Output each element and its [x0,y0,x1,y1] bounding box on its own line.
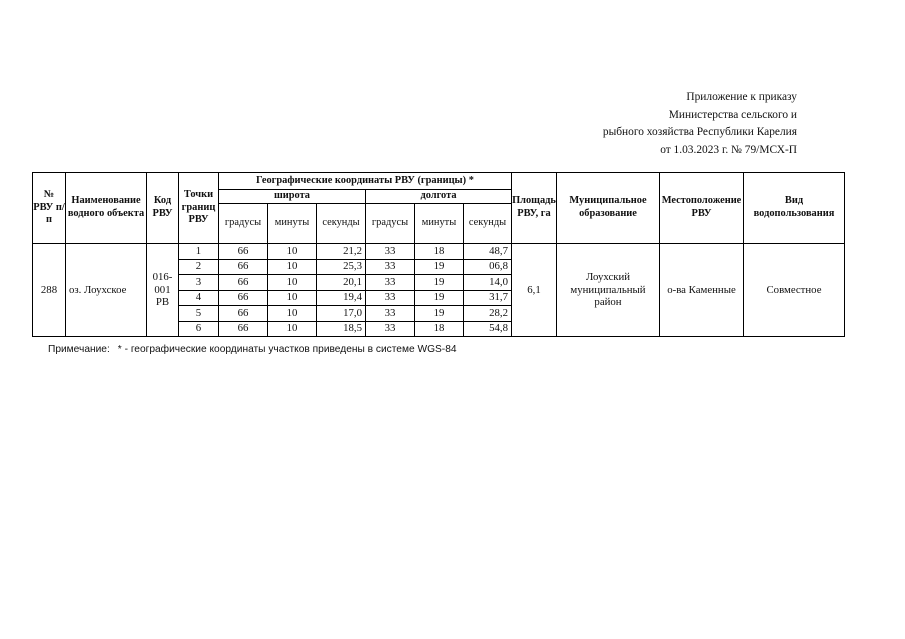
annex-line-4: от 1.03.2023 г. № 79/МСХ-П [660,143,797,156]
lon-minutes: 18 [415,321,464,337]
lon-minutes: 19 [415,306,464,322]
lon-degrees: 33 [366,259,415,275]
lon-seconds: 31,7 [464,290,512,306]
point-number: 2 [179,259,219,275]
lon-seconds: 28,2 [464,306,512,322]
lon-degrees: 33 [366,321,415,337]
lat-seconds: 18,5 [317,321,366,337]
lat-degrees: 66 [219,259,268,275]
lon-seconds: 14,0 [464,275,512,291]
lat-minutes: 10 [268,259,317,275]
record-municipality: Лоухский муниципальный район [557,244,660,337]
lat-seconds: 20,1 [317,275,366,291]
lat-degrees: 66 [219,275,268,291]
lat-degrees: 66 [219,306,268,322]
lon-degrees: 33 [366,244,415,260]
point-number: 3 [179,275,219,291]
record-area: 6,1 [512,244,557,337]
record-usage: Совместное [744,244,845,337]
point-number: 1 [179,244,219,260]
lon-minutes: 19 [415,259,464,275]
point-number: 4 [179,290,219,306]
lon-seconds: 48,7 [464,244,512,260]
header-longitude: долгота [366,190,512,204]
record-code: 016-001 РВ [147,244,179,337]
header-num: № РВУ п/п [33,173,66,244]
lat-seconds: 17,0 [317,306,366,322]
point-number: 5 [179,306,219,322]
lat-seconds: 19,4 [317,290,366,306]
lon-minutes: 19 [415,290,464,306]
header-coordinates: Географические координаты РВУ (границы) * [219,173,512,190]
footnote-text: * - географические координаты участков приведены в системе WGS-84 [117,344,457,355]
lat-minutes: 10 [268,244,317,260]
header-lat-seconds: секунды [317,204,366,244]
record-num: 288 [33,244,66,337]
lon-degrees: 33 [366,275,415,291]
rvu-table [32,172,845,337]
lat-degrees: 66 [219,244,268,260]
lat-minutes: 10 [268,321,317,337]
lat-degrees: 66 [219,321,268,337]
header-latitude: широта [219,190,366,204]
lon-seconds: 06,8 [464,259,512,275]
header-name: Наименование водного объекта [66,173,147,244]
header-lon-degrees: градусы [366,204,415,244]
header-code: Код РВУ [147,173,179,244]
lat-minutes: 10 [268,275,317,291]
point-number: 6 [179,321,219,337]
header-municipality: Муниципальное образование [557,173,660,244]
header-lon-seconds: секунды [464,204,512,244]
annex-line-1: Приложение к приказу [686,91,797,103]
header-point: Точки границ РВУ [179,173,219,244]
footnote [48,344,457,355]
annex-header [603,89,797,159]
lat-degrees: 66 [219,290,268,306]
lat-seconds: 21,2 [317,244,366,260]
record-location: о-ва Каменные [660,244,744,337]
lon-degrees: 33 [366,306,415,322]
annex-line-3: рыбного хозяйства Республики Карелия [602,126,797,138]
lon-seconds: 54,8 [464,321,512,337]
header-location: Местоположение РВУ [660,173,744,244]
lon-minutes: 19 [415,275,464,291]
lon-minutes: 18 [415,244,464,260]
footnote-label: Примечание: [48,344,110,355]
lat-seconds: 25,3 [317,259,366,275]
header-lat-degrees: градусы [219,204,268,244]
header-lat-minutes: минуты [268,204,317,244]
table-row [33,244,845,260]
record-water-body: оз. Лоухское [66,244,147,337]
lon-degrees: 33 [366,290,415,306]
header-usage: Вид водопользования [744,173,845,244]
header-lon-minutes: минуты [415,204,464,244]
lat-minutes: 10 [268,290,317,306]
annex-line-2: Министерства сельского и [668,108,797,121]
header-area: Площадь РВУ, га [512,173,557,244]
lat-minutes: 10 [268,306,317,322]
